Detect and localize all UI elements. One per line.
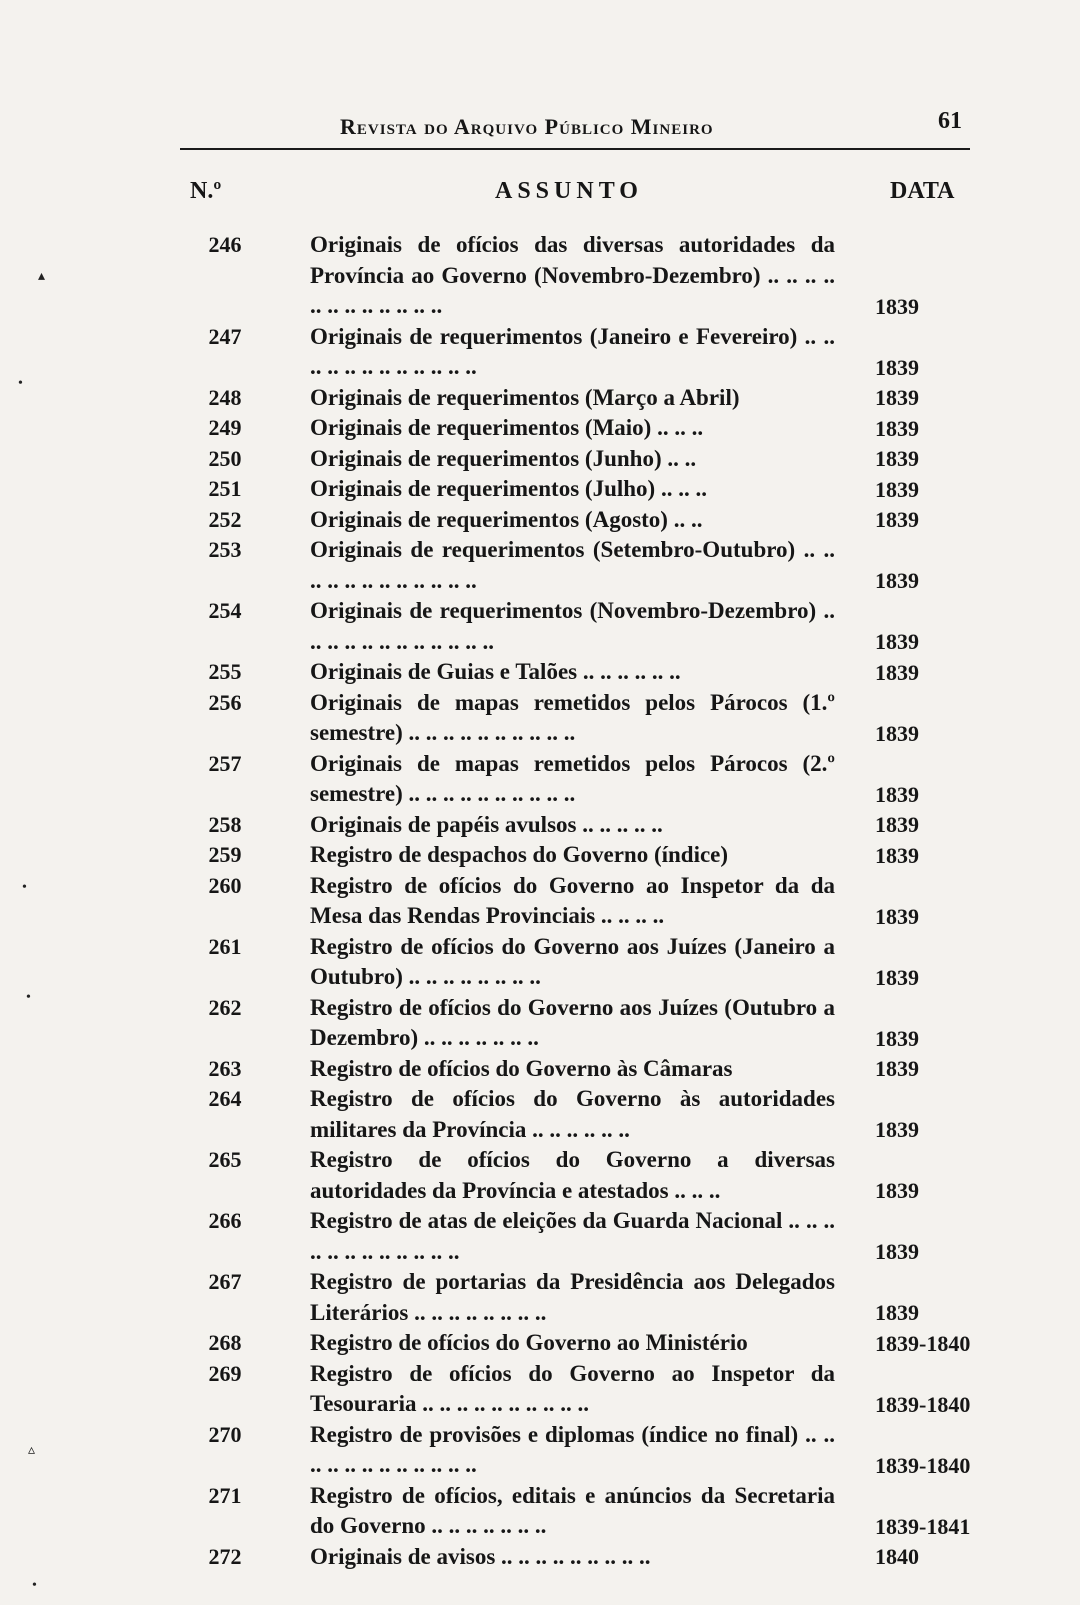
catalog-entry — [0, 1328, 1080, 1359]
entry-date: 1839 — [875, 659, 919, 685]
entry-number: 265 — [208, 1147, 242, 1172]
entry-date: 1839 — [875, 293, 919, 319]
entry-date: 1839 — [875, 1056, 919, 1081]
catalog-entry — [0, 749, 1080, 810]
entry-date: 1839 — [875, 568, 919, 593]
entry-number: 266 — [208, 1208, 242, 1233]
entry-subject: Registro de ofícios do Governo ao Inspetor da da Mesa das Rendas Provinciais .. .. .. .. — [310, 872, 835, 928]
entry-subject: Originais de mapas remetidos pelos Párocos (1.º semestre) .. .. .. .. .. .. .. .. .. .. — [310, 689, 835, 745]
entry-date: 1839-1840 — [875, 1452, 971, 1478]
entry-subject: Originais de requerimentos (Setembro-Outubro) .. .. .. .. .. .. .. .. .. .. .. .. — [310, 537, 835, 593]
entry-subject: Originais de Guias e Talões .. .. .. .. .. .. — [310, 659, 681, 684]
entry-subject: Originais de requerimentos (Junho) .. .. — [310, 445, 697, 471]
entry-subject: Originais de mapas remetidos pelos Párocos (2.º semestre) .. .. .. .. .. .. .. .. .. .. — [310, 750, 835, 806]
catalog-entry — [0, 810, 1080, 841]
catalog-entry — [0, 1084, 1080, 1145]
catalog-entry — [0, 505, 1080, 536]
catalog-entry — [0, 322, 1080, 383]
catalog-entry — [0, 383, 1080, 414]
catalog-entry — [0, 1359, 1080, 1420]
entry-subject: Originais de requerimentos (Novembro-Dezembro) .. .. .. .. .. .. .. .. .. .. .. .. — [310, 598, 835, 654]
entry-number: 251 — [208, 476, 242, 501]
entry-number: 272 — [208, 1543, 242, 1569]
entry-date: 1839 — [875, 354, 919, 380]
entry-subject: Registro de ofícios, editais e anúncios da Secretaria do Governo .. .. .. .. .. .. .. — [310, 1482, 835, 1538]
entry-number: 262 — [208, 994, 242, 1020]
entry-number: 261 — [208, 933, 242, 959]
margin-mark: ▵ — [28, 1443, 36, 1458]
catalog-entry — [0, 932, 1080, 993]
entry-date: 1839 — [875, 1300, 919, 1325]
entry-subject: Registro de ofícios do Governo a diversas autoridades da Província e atestados .. .. .. — [310, 1147, 835, 1203]
entry-number: 263 — [208, 1055, 242, 1081]
entry-number: 267 — [208, 1269, 242, 1294]
entry-date: 1839 — [875, 385, 919, 410]
entry-number: 264 — [208, 1086, 242, 1111]
catalog-entry — [0, 535, 1080, 596]
entry-number: 268 — [208, 1330, 242, 1355]
entry-number: 249 — [208, 415, 242, 440]
entry-number: 246 — [208, 232, 242, 257]
entry-date: 1839 — [875, 415, 919, 441]
entry-number: 250 — [208, 445, 242, 471]
catalog-entry — [0, 413, 1080, 444]
entry-date: 1839 — [875, 1239, 919, 1264]
entry-subject: Registro de despachos do Governo (índice) — [310, 842, 729, 867]
entry-subject: Originais de requerimentos (Janeiro e Fevereiro) .. .. .. .. .. .. .. .. .. .. .. .. — [310, 323, 835, 379]
entry-subject: Registro de portarias da Presidência aos Delegados Literários .. .. .. .. .. .. .. .. — [310, 1269, 835, 1325]
catalog-entry — [0, 1481, 1080, 1542]
entry-number: 260 — [208, 872, 242, 898]
entry-subject: Originais de papéis avulsos .. .. .. .. .. — [310, 811, 663, 837]
entry-subject: Originais de requerimentos (Julho) .. .. .. — [310, 476, 707, 501]
column-header-subject: ASSUNTO — [495, 178, 643, 204]
catalog-entry — [0, 840, 1080, 871]
entry-subject: Registro de atas de eleições da Guarda Nacional .. .. .. .. .. .. .. .. .. .. .. .. — [310, 1208, 835, 1264]
page-number: 61 — [938, 108, 962, 134]
entry-number: 257 — [208, 750, 242, 776]
catalog-entry — [0, 871, 1080, 932]
entry-date: 1839 — [875, 446, 919, 471]
margin-mark: ▴ — [38, 269, 46, 284]
entry-subject: Registro de ofícios do Governo ao Ministério — [310, 1330, 748, 1355]
entry-subject: Registro de ofícios do Governo ao Inspetor da Tesouraria .. .. .. .. .. .. .. .. .. .. — [310, 1360, 835, 1416]
entry-number: 258 — [208, 811, 242, 837]
entry-date: 1839 — [875, 1178, 919, 1203]
catalog-entry — [0, 230, 1080, 322]
entry-number: 271 — [208, 1482, 242, 1508]
running-header — [180, 108, 970, 150]
catalog-entry — [0, 444, 1080, 475]
entry-subject: Originais de avisos .. .. .. .. .. .. .. .. .. — [310, 1543, 651, 1569]
entry-date: 1839 — [875, 629, 919, 654]
entry-number: 269 — [208, 1360, 242, 1386]
catalog-entry — [0, 1145, 1080, 1206]
entry-number: 248 — [208, 384, 242, 410]
catalog-entry — [0, 1206, 1080, 1267]
catalog-entry — [0, 1267, 1080, 1328]
catalog-entry — [0, 596, 1080, 657]
margin-mark: • — [22, 880, 27, 895]
entry-subject: Registro de provisões e diplomas (índice no final) .. .. .. .. .. .. .. .. .. .. .. .. — [310, 1421, 835, 1477]
margin-mark: • — [26, 990, 31, 1005]
catalog-entry — [0, 1054, 1080, 1085]
entry-number: 254 — [208, 598, 242, 623]
entry-date: 1839 — [875, 812, 919, 837]
margin-mark: • — [32, 1578, 37, 1593]
entry-date: 1839-1840 — [875, 1330, 971, 1356]
entry-date: 1839 — [875, 1025, 919, 1051]
entry-date: 1839 — [875, 720, 919, 746]
entry-date: 1839 — [875, 507, 919, 532]
column-header-date: DATA — [890, 178, 955, 204]
catalog-entry — [0, 688, 1080, 749]
entry-subject: Registro de ofícios do Governo aos Juízes (Janeiro a Outubro) .. .. .. .. .. .. .. .. — [310, 933, 835, 989]
entry-subject: Registro de ofícios do Governo às Câmaras — [310, 1055, 733, 1081]
entry-date: 1839 — [875, 1117, 919, 1142]
entry-number: 253 — [208, 537, 242, 562]
entry-number: 247 — [208, 323, 242, 349]
catalog-entry — [0, 1542, 1080, 1573]
entry-date: 1839 — [875, 842, 919, 868]
entry-subject: Originais de ofícios das diversas autoridades da Província ao Governo (Novembro-Dezembro) .. .. .. .. .. .. .. .. .. .. .. .. — [310, 232, 835, 318]
journal-title: Revista do Arquivo Público Mineiro — [340, 114, 714, 139]
entry-subject: Originais de requerimentos (Agosto) .. .. — [310, 506, 703, 532]
entry-subject: Registro de ofícios do Governo aos Juízes (Outubro a Dezembro) .. .. .. .. .. .. .. — [310, 994, 835, 1050]
column-header-number: N.º — [190, 178, 222, 204]
entry-number: 256 — [208, 689, 242, 715]
catalog-entry — [0, 474, 1080, 505]
margin-mark: • — [18, 376, 23, 391]
catalog-entry — [0, 993, 1080, 1054]
entry-number: 255 — [208, 659, 242, 684]
entry-date: 1839-1841 — [875, 1513, 971, 1539]
entry-date: 1840 — [875, 1544, 919, 1569]
entry-subject: Registro de ofícios do Governo às autoridades militares da Província .. .. .. .. .. .. — [310, 1086, 835, 1142]
entry-subject: Originais de requerimentos (Maio) .. .. .. — [310, 415, 704, 440]
entry-date: 1839 — [875, 903, 919, 929]
entry-number: 252 — [208, 506, 242, 532]
catalog-entry — [0, 657, 1080, 688]
catalog-list — [0, 230, 1080, 1572]
entry-number: 270 — [208, 1421, 242, 1447]
catalog-entry — [0, 1420, 1080, 1481]
entry-date: 1839 — [875, 476, 919, 502]
entry-number: 259 — [208, 842, 242, 867]
entry-date: 1839 — [875, 964, 919, 990]
entry-date: 1839-1840 — [875, 1391, 971, 1417]
entry-subject: Originais de requerimentos (Março a Abril) — [310, 384, 740, 410]
entry-date: 1839 — [875, 781, 919, 807]
